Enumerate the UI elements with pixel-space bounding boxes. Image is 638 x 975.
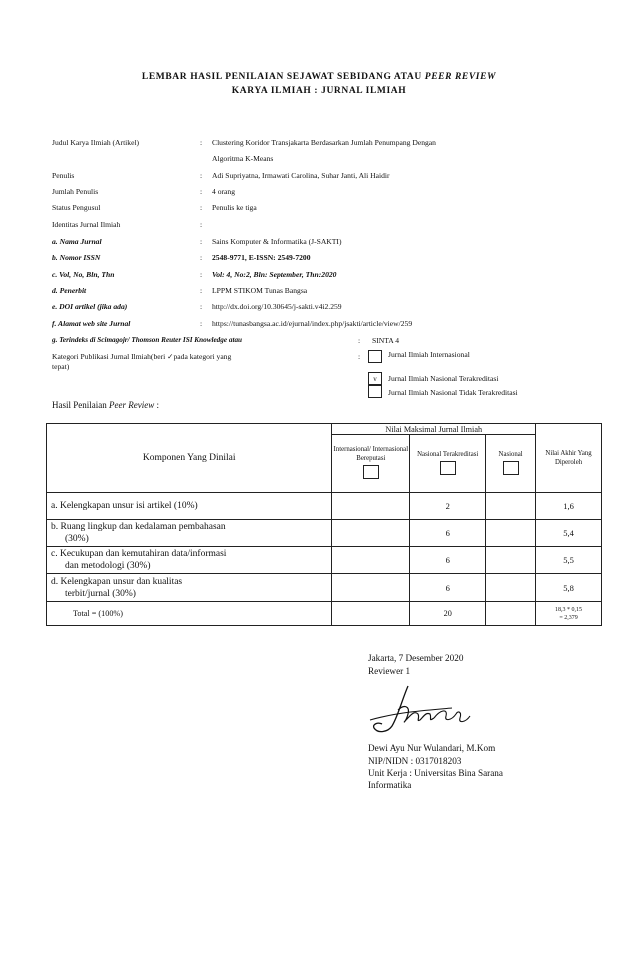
header-nilai-maksimal: Nilai Maksimal Jurnal Ilmiah — [332, 424, 536, 435]
status-pengusul-value: Penulis ke tiga — [212, 203, 257, 212]
total-label: Total = (100%) — [47, 602, 332, 626]
nilai-nasional — [486, 493, 536, 520]
title-italic-text: PEER REVIEW — [424, 72, 497, 82]
colon: : — [200, 203, 203, 212]
signature-image — [368, 680, 478, 740]
nomor-issn-value: 2548-9771, E-ISSN: 2549-7200 — [212, 253, 311, 262]
nilai-internasional — [332, 520, 410, 547]
colon: : — [358, 352, 361, 361]
header-nilai-akhir: Nilai Akhir Yang Diperoleh — [536, 424, 602, 493]
total-nilai-akhir-cell — [536, 602, 602, 626]
title-text: LEMBAR HASIL PENILAIAN SEJAWAT SEBIDANG ATAU — [141, 72, 422, 82]
penerbit-value: LPPM STIKOM Tunas Bangsa — [212, 286, 308, 295]
kategori-label-line-1: Kategori Publikasi Jurnal Ilmiah(beri ✓pada kategori yang — [52, 352, 232, 361]
colon: : — [200, 171, 203, 180]
colon: : — [200, 220, 203, 229]
doi-label: e. DOI artikel (jika ada) — [52, 302, 128, 311]
komponen-line-2: (30%) — [65, 534, 89, 544]
colon: : — [200, 138, 203, 147]
table-row — [47, 547, 602, 574]
header-nasional-cell — [486, 435, 536, 493]
doi-value: http://dx.doi.org/10.30645/j-sakti.v4i2.259 — [212, 302, 342, 311]
kategori-option-nasional-terakreditasi: Jurnal Ilmiah Nasional Terakreditasi — [388, 374, 499, 383]
hasil-label-suffix: : — [156, 400, 159, 410]
header-internasional-cell — [332, 435, 410, 493]
reviewer-nip: NIP/NIDN : 0317018203 — [368, 756, 462, 766]
volume-value: Vol: 4, No:2, Bln: September, Thn:2020 — [212, 270, 337, 279]
header-internasional: Internasional/ Internasional Bereputasi — [333, 446, 409, 462]
colon: : — [358, 336, 361, 345]
nilai-nasional-terakreditasi: 6 — [410, 547, 486, 574]
colon: : — [200, 286, 203, 295]
komponen-line-1: a. Kelengkapan unsur isi artikel (10%) — [51, 501, 198, 511]
kategori-checkbox-nasional-terakreditasi[interactable]: v — [368, 372, 382, 385]
score-table — [46, 423, 602, 626]
penulis-value: Adi Supriyatna, Irmawati Carolina, Suhar Janti, Ali Haidir — [212, 171, 390, 180]
nomor-issn-label: b. Nomor ISSN — [52, 253, 101, 262]
hasil-label-text: Hasil Penilaian — [52, 400, 107, 410]
jumlah-penulis-label: Jumlah Penulis — [52, 187, 99, 196]
nilai-akhir: 5,8 — [536, 574, 602, 602]
header-nasional-terakreditasi: Nasional Terakreditasi — [417, 450, 479, 458]
reviewer-unit-line-2: Informatika — [368, 780, 412, 790]
hasil-penilaian-label — [52, 400, 159, 410]
table-row — [47, 574, 602, 602]
kategori-checkbox-internasional[interactable] — [368, 350, 382, 363]
total-row — [47, 602, 602, 626]
judul-value-line-1: Clustering Koridor Transjakarta Berdasarkan Jumlah Penumpang Dengan — [212, 138, 436, 147]
komponen-cell — [47, 520, 332, 547]
judul-value-line-2: Algoritma K-Means — [212, 154, 274, 163]
komponen-cell — [47, 493, 332, 520]
colon: : — [200, 187, 203, 196]
jumlah-penulis-value: 4 orang — [212, 187, 235, 196]
komponen-line-1: c. Kecukupan dan kemutahiran data/informasi — [51, 549, 227, 559]
komponen-line-1: d. Kelengkapan unsur dan kualitas — [51, 576, 183, 587]
kategori-option-internasional: Jurnal Ilmiah Internasional — [388, 350, 470, 359]
checkbox-internasional[interactable] — [363, 465, 379, 479]
nama-jurnal-value: Sains Komputer & Informatika (J-SAKTI) — [212, 237, 342, 246]
reviewer-label: Reviewer 1 — [368, 666, 411, 676]
total-nasional — [486, 602, 536, 626]
terindeks-value: SINTA 4 — [372, 336, 400, 345]
total-akhir-line-1: 18,3 * 0,15 — [555, 606, 583, 613]
nilai-internasional — [332, 547, 410, 574]
nilai-internasional — [332, 574, 410, 602]
nilai-nasional-terakreditasi: 6 — [410, 574, 486, 602]
colon: : — [200, 237, 203, 246]
kategori-checkbox-nasional-tidak-terakreditasi[interactable] — [368, 385, 382, 398]
nilai-akhir: 1,6 — [536, 493, 602, 520]
nilai-nasional — [486, 547, 536, 574]
checkbox-nasional[interactable] — [503, 461, 519, 475]
checkbox-nasional-terakreditasi[interactable] — [440, 461, 456, 475]
header-komponen: Komponen Yang Dinilai — [47, 424, 332, 493]
nilai-nasional-terakreditasi: 2 — [410, 493, 486, 520]
nilai-nasional-terakreditasi: 6 — [410, 520, 486, 547]
nilai-nasional — [486, 574, 536, 602]
kategori-label-line-2: tepat) — [52, 362, 70, 371]
total-nasional-terakreditasi: 20 — [410, 602, 486, 626]
status-pengusul-label: Status Pengusul — [52, 203, 101, 212]
total-internasional — [332, 602, 410, 626]
place-date: Jakarta, 7 Desember 2020 — [368, 653, 464, 663]
komponen-cell — [47, 547, 332, 574]
document-title-line-2: KARYA ILMIAH : JURNAL ILMIAH — [231, 86, 407, 96]
kategori-option-nasional-tidak-terakreditasi: Jurnal Ilmiah Nasional Tidak Terakreditasi — [388, 388, 518, 397]
alamat-web-label: f. Alamat web site Jurnal — [52, 319, 131, 328]
header-nasional: Nasional — [498, 450, 523, 458]
reviewer-unit-line-1: Unit Kerja : Universitas Bina Sarana — [368, 768, 503, 778]
nilai-akhir: 5,5 — [536, 547, 602, 574]
total-akhir-line-2: = 2,379 — [559, 614, 578, 621]
nilai-nasional — [486, 520, 536, 547]
alamat-web-value: https://tunasbangsa.ac.id/ejurnal/index.php/jsakti/article/view/259 — [212, 319, 413, 328]
penerbit-label: d. Penerbit — [52, 286, 87, 295]
penulis-label: Penulis — [52, 171, 75, 180]
komponen-line-2: dan metodologi (30%) — [65, 561, 151, 571]
colon: : — [200, 270, 203, 279]
identitas-jurnal-label: Identitas Jurnal Ilmiah — [52, 220, 121, 229]
hasil-label-italic: Peer Review — [109, 400, 155, 410]
komponen-cell — [47, 574, 332, 602]
reviewer-name: Dewi Ayu Nur Wulandari, M.Kom — [368, 743, 496, 753]
terindeks-label: g. Terindeks di Scimagojr/ Thomson Reuter ISI Knowledge atau — [52, 336, 243, 344]
colon: : — [200, 319, 203, 328]
colon: : — [200, 302, 203, 311]
nama-jurnal-label: a. Nama Jurnal — [52, 237, 102, 246]
document-title-line-1 — [0, 72, 638, 82]
header-nasional-terakreditasi-cell — [410, 435, 486, 493]
table-row — [47, 493, 602, 520]
komponen-line-1: b. Ruang lingkup dan kedalaman pembahasan — [51, 522, 226, 532]
judul-label: Judul Karya Ilmiah (Artikel) — [52, 138, 140, 147]
nilai-internasional — [332, 493, 410, 520]
colon: : — [200, 253, 203, 262]
nilai-akhir: 5,4 — [536, 520, 602, 547]
volume-label: c. Vol, No, Bln, Thn — [52, 270, 115, 279]
table-row — [47, 520, 602, 547]
komponen-line-2: terbit/jurnal (30%) — [65, 588, 136, 599]
